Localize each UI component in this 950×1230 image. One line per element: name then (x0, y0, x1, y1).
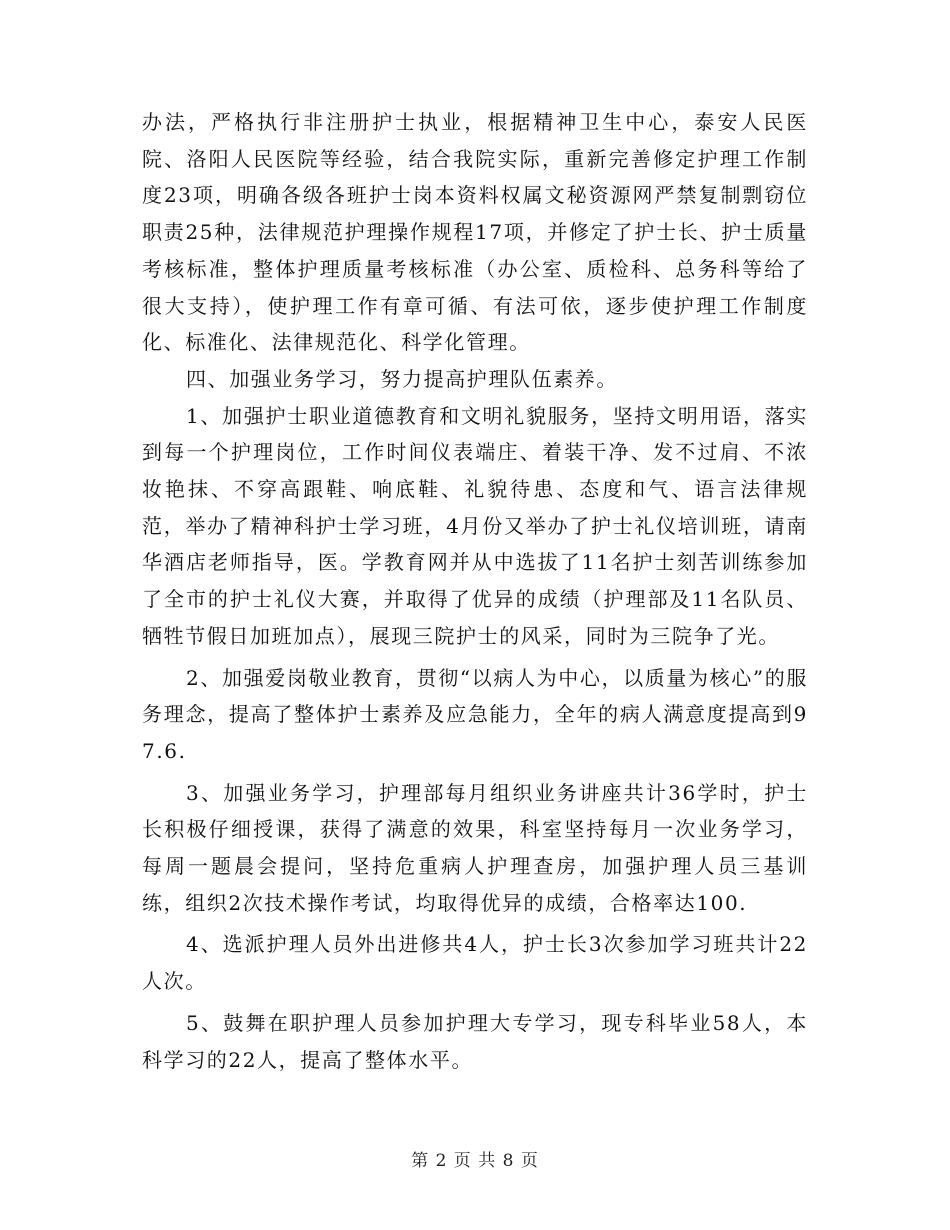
paragraph-continuation: 办法，严格执行非注册护士执业，根据精神卫生中心，泰安人民医院、洛阳人民医院等经验，结合我院实际，重新完善修定护理工作制度23项，明确各级各班护士岗本资料权属文秘资源网严禁复制剽窃位职责25种，法律规范护理操作规程17项，并修定了护士长、护士质量考核标准，整体护理质量考核标准（办公室、质检科、总务科等给了很大支持），使护理工作有章可循、有法可依，逐步使护理工作制度化、标准化、法律规范化、科学化管理。 (142, 110, 808, 355)
paragraph-item-1: 1、加强护士职业道德教育和文明礼貌服务，坚持文明用语，落实到每一个护理岗位，工作时间仪表端庄、着装干净、发不过肩、不浓妆艳抹、不穿高跟鞋、响底鞋、礼貌待患、态度和气、语言法律规范，举办了精神科护士学习班，4月份又举办了护士礼仪培训班，请南华酒店老师指导，医。学教育网并从中选拔了11名护士刻苦训练参加了全市的护士礼仪大赛，并取得了优异的成绩（护理部及11名队员、牺牲节假日加班加点），展现三院护士的风采，同时为三院争了光。 (142, 403, 808, 648)
page-number-footer: 第 2 页 共 8 页 (411, 1151, 539, 1171)
section-heading: 四、加强业务学习，努力提高护理队伍素养。 (186, 366, 618, 391)
document-body (142, 104, 808, 1078)
paragraph-item-4: 4、选派护理人员外出进修共4人，护士长3次参加学习班共计22人次。 (142, 932, 808, 994)
paragraph-item-2: 2、加强爱岗敬业教育，贯彻“以病人为中心，以质量为核心”的服务理念，提高了整体护士素养及应急能力，全年的病人满意度提高到97.6. (142, 665, 808, 763)
paragraph-item-3: 3、加强业务学习，护理部每月组织业务讲座共计36学时，护士长积极仔细授课，获得了满意的效果，科室坚持每月一次业务学习，每周一题晨会提问，坚持危重病人护理查房，加强护理人员三基训练，组织2次技术操作考试，均取得优异的成绩，合格率达100. (142, 780, 808, 915)
paragraph-item-5: 5、鼓舞在职护理人员参加护理大专学习，现专科毕业58人，本科学习的22人，提高了整体水平。 (142, 1010, 808, 1072)
